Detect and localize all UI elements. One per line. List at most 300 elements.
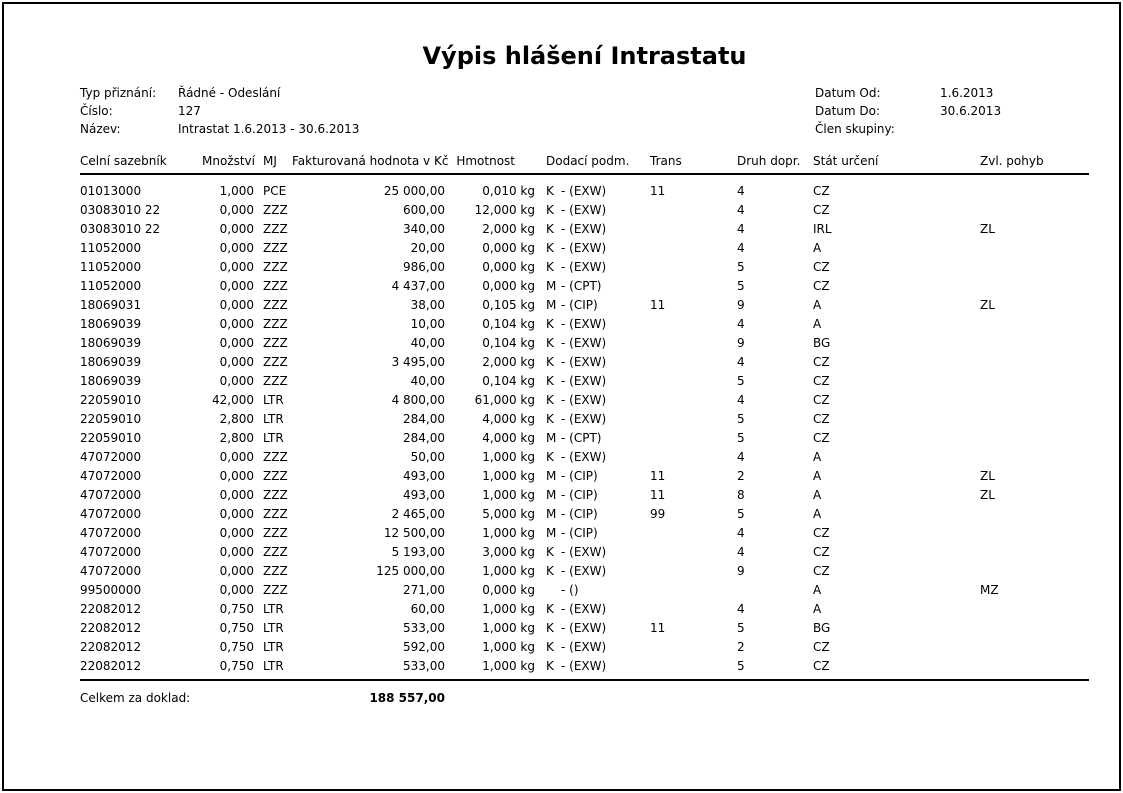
cell-mnozstvi: 0,000 [219, 583, 254, 597]
cell-celni-sazebnik: 03083010 22 [80, 203, 161, 217]
cell-celni-sazebnik: 22082012 [80, 640, 142, 654]
cell-dodaci-podm: M - (CPT) [535, 429, 625, 448]
total-label: Celkem za doklad: [80, 691, 191, 705]
cell-hmotnost: 1,000 kg [482, 469, 535, 483]
cell-celni-sazebnik: 47072000 [80, 545, 142, 559]
cell-hmotnost: 0,000 kg [482, 279, 535, 293]
cell-celni-sazebnik: 22082012 [80, 621, 142, 635]
dodaci-podm-letter: K [546, 260, 554, 274]
cell-dodaci-podm: K - (EXW) [535, 182, 625, 201]
total-row [80, 679, 1089, 719]
cell-mj: ZZZ [263, 374, 288, 388]
cell-druh-dopr: 2 [737, 640, 745, 654]
cell-mnozstvi: 0,000 [219, 469, 254, 483]
cell-dodaci-podm: K - (EXW) [535, 258, 625, 277]
cell-dodaci-podm: M - (CIP) [535, 505, 625, 524]
total-value: 188 557,00 [369, 691, 445, 705]
table-header [80, 154, 1089, 175]
table-row [80, 600, 1089, 619]
meta-label: Název: [80, 122, 121, 136]
cell-celni-sazebnik: 22082012 [80, 602, 142, 616]
cell-stat-urceni: A [813, 317, 822, 331]
cell-druh-dopr: 5 [737, 507, 745, 521]
col-header-mnozstvi: Množství [202, 154, 255, 168]
cell-mnozstvi: 0,000 [219, 203, 254, 217]
cell-druh-dopr: 5 [737, 279, 745, 293]
cell-mj: ZZZ [263, 545, 288, 559]
cell-stat-urceni: A [813, 241, 822, 255]
cell-dodaci-podm: K - (EXW) [535, 353, 625, 372]
cell-hmotnost: 4,000 kg [482, 431, 535, 445]
cell-mnozstvi: 0,000 [219, 279, 254, 293]
cell-mj: LTR [263, 640, 284, 654]
cell-mj: ZZZ [263, 469, 288, 483]
cell-mj: LTR [263, 659, 284, 673]
cell-celni-sazebnik: 99500000 [80, 583, 142, 597]
dodaci-podm-letter: K [546, 450, 554, 464]
table-row [80, 657, 1089, 676]
cell-dodaci-podm: M - (CIP) [535, 296, 625, 315]
meta-value: Řádné - Odeslání [178, 86, 281, 100]
cell-hmotnost: 0,104 kg [482, 317, 535, 331]
cell-fakturovana-hodnota: 284,00 [403, 412, 445, 426]
cell-druh-dopr: 5 [737, 431, 745, 445]
cell-dodaci-podm: K - (EXW) [535, 410, 625, 429]
cell-mj: LTR [263, 412, 284, 426]
meta-row-datum-do [815, 102, 1001, 120]
cell-stat-urceni: CZ [813, 431, 830, 445]
cell-druh-dopr: 5 [737, 659, 745, 673]
cell-celni-sazebnik: 18069039 [80, 374, 142, 388]
cell-druh-dopr: 4 [737, 241, 745, 255]
cell-fakturovana-hodnota: 284,00 [403, 431, 445, 445]
cell-mnozstvi: 0,000 [219, 355, 254, 369]
table-row [80, 296, 1089, 315]
cell-stat-urceni: A [813, 469, 822, 483]
col-header-dodaci-podm: Dodací podm. [546, 154, 630, 168]
cell-mnozstvi: 42,000 [212, 393, 254, 407]
cell-stat-urceni: A [813, 450, 822, 464]
cell-mj: ZZZ [263, 526, 288, 540]
cell-dodaci-podm: K - (EXW) [535, 315, 625, 334]
cell-hmotnost: 3,000 kg [482, 545, 535, 559]
cell-stat-urceni: CZ [813, 526, 830, 540]
cell-stat-urceni: CZ [813, 374, 830, 388]
cell-hmotnost: 1,000 kg [482, 564, 535, 578]
cell-mj: LTR [263, 393, 284, 407]
cell-hmotnost: 0,104 kg [482, 336, 535, 350]
cell-celni-sazebnik: 11052000 [80, 241, 142, 255]
cell-mj: ZZZ [263, 336, 288, 350]
col-header-mj: MJ [263, 154, 277, 168]
cell-mnozstvi: 1,000 [219, 184, 254, 198]
cell-mnozstvi: 0,000 [219, 507, 254, 521]
dodaci-podm-letter: K [546, 374, 554, 388]
cell-mj: ZZZ [263, 279, 288, 293]
meta-label: Datum Do: [815, 104, 881, 118]
dodaci-podm-letter: K [546, 355, 554, 369]
cell-hmotnost: 5,000 kg [482, 507, 535, 521]
cell-zvl-pohyb: MZ [980, 583, 999, 597]
col-header-trans: Trans [650, 154, 682, 168]
table-row [80, 315, 1089, 334]
dodaci-podm-letter: K [546, 412, 554, 426]
cell-hmotnost: 4,000 kg [482, 412, 535, 426]
report-page [2, 2, 1121, 791]
cell-dodaci-podm: M - (CIP) [535, 467, 625, 486]
cell-mj: ZZZ [263, 317, 288, 331]
cell-hmotnost: 0,105 kg [482, 298, 535, 312]
table-row [80, 448, 1089, 467]
table-row [80, 581, 1089, 600]
cell-stat-urceni: CZ [813, 545, 830, 559]
cell-mj: LTR [263, 602, 284, 616]
cell-mnozstvi: 0,000 [219, 298, 254, 312]
cell-fakturovana-hodnota: 3 495,00 [391, 355, 445, 369]
cell-fakturovana-hodnota: 12 500,00 [383, 526, 445, 540]
dodaci-podm-letter: M [546, 526, 557, 540]
table-row [80, 486, 1089, 505]
cell-fakturovana-hodnota: 986,00 [403, 260, 445, 274]
col-header-fakturovana-hodnota: Fakturovaná hodnota v Kč [292, 154, 449, 168]
cell-stat-urceni: A [813, 488, 822, 502]
cell-hmotnost: 1,000 kg [482, 450, 535, 464]
cell-druh-dopr: 4 [737, 355, 745, 369]
cell-hmotnost: 1,000 kg [482, 526, 535, 540]
cell-celni-sazebnik: 47072000 [80, 526, 142, 540]
cell-stat-urceni: BG [813, 621, 831, 635]
cell-fakturovana-hodnota: 40,00 [410, 336, 445, 350]
cell-zvl-pohyb: ZL [980, 469, 995, 483]
cell-dodaci-podm: M - (CPT) [535, 277, 625, 296]
cell-druh-dopr: 2 [737, 469, 745, 483]
cell-druh-dopr: 9 [737, 336, 745, 350]
cell-trans: 11 [650, 621, 666, 635]
cell-dodaci-podm: K - (EXW) [535, 543, 625, 562]
cell-dodaci-podm: K - (EXW) [535, 562, 625, 581]
cell-celni-sazebnik: 47072000 [80, 469, 142, 483]
table-row [80, 562, 1089, 581]
cell-mnozstvi: 0,750 [219, 659, 254, 673]
cell-celni-sazebnik: 18069039 [80, 317, 142, 331]
cell-celni-sazebnik: 11052000 [80, 279, 142, 293]
cell-stat-urceni: CZ [813, 279, 830, 293]
cell-celni-sazebnik: 47072000 [80, 488, 142, 502]
cell-fakturovana-hodnota: 2 465,00 [391, 507, 445, 521]
cell-trans: 99 [650, 507, 666, 521]
cell-druh-dopr: 9 [737, 564, 745, 578]
cell-zvl-pohyb: ZL [980, 298, 995, 312]
table-row [80, 524, 1089, 543]
cell-stat-urceni: CZ [813, 260, 830, 274]
meta-right-block [815, 84, 1001, 138]
col-header-stat-urceni: Stát určení [813, 154, 879, 168]
cell-mnozstvi: 0,000 [219, 374, 254, 388]
cell-mj: ZZZ [263, 203, 288, 217]
cell-mnozstvi: 0,000 [219, 450, 254, 464]
cell-mj: LTR [263, 431, 284, 445]
cell-mnozstvi: 0,750 [219, 602, 254, 616]
cell-celni-sazebnik: 22059010 [80, 393, 142, 407]
cell-stat-urceni: CZ [813, 659, 830, 673]
dodaci-podm-letter: K [546, 222, 554, 236]
dodaci-podm-letter: M [546, 507, 557, 521]
cell-fakturovana-hodnota: 533,00 [403, 621, 445, 635]
cell-celni-sazebnik: 11052000 [80, 260, 142, 274]
cell-fakturovana-hodnota: 38,00 [410, 298, 445, 312]
cell-celni-sazebnik: 22059010 [80, 431, 142, 445]
cell-fakturovana-hodnota: 40,00 [410, 374, 445, 388]
cell-dodaci-podm: - () [561, 583, 579, 597]
cell-hmotnost: 61,000 kg [474, 393, 535, 407]
cell-zvl-pohyb: ZL [980, 222, 995, 236]
dodaci-podm-letter: K [546, 241, 554, 255]
cell-druh-dopr: 4 [737, 222, 745, 236]
cell-hmotnost: 0,010 kg [482, 184, 535, 198]
cell-celni-sazebnik: 47072000 [80, 507, 142, 521]
cell-fakturovana-hodnota: 493,00 [403, 488, 445, 502]
cell-hmotnost: 1,000 kg [482, 640, 535, 654]
cell-fakturovana-hodnota: 10,00 [410, 317, 445, 331]
cell-fakturovana-hodnota: 592,00 [403, 640, 445, 654]
meta-label: Typ přiznání: [80, 86, 157, 100]
meta-value: 30.6.2013 [940, 104, 1002, 118]
report-meta [80, 84, 1089, 138]
cell-druh-dopr: 5 [737, 374, 745, 388]
cell-dodaci-podm: K - (EXW) [535, 220, 625, 239]
cell-hmotnost: 12,000 kg [474, 203, 535, 217]
cell-druh-dopr: 4 [737, 545, 745, 559]
cell-hmotnost: 2,000 kg [482, 222, 535, 236]
dodaci-podm-letter: K [546, 659, 554, 673]
col-header-zvl-pohyb: Zvl. pohyb [980, 154, 1044, 168]
cell-celni-sazebnik: 22059010 [80, 412, 142, 426]
cell-druh-dopr: 5 [737, 412, 745, 426]
dodaci-podm-letter: K [546, 336, 554, 350]
cell-mnozstvi: 0,000 [219, 545, 254, 559]
cell-dodaci-podm: K - (EXW) [535, 619, 625, 638]
cell-celni-sazebnik: 47072000 [80, 450, 142, 464]
cell-celni-sazebnik: 18069031 [80, 298, 142, 312]
cell-celni-sazebnik: 18069039 [80, 336, 142, 350]
cell-trans: 11 [650, 298, 666, 312]
cell-dodaci-podm: K - (EXW) [535, 448, 625, 467]
cell-druh-dopr: 9 [737, 298, 745, 312]
cell-fakturovana-hodnota: 493,00 [403, 469, 445, 483]
table-row [80, 429, 1089, 448]
cell-mj: PCE [263, 184, 287, 198]
cell-stat-urceni: CZ [813, 203, 830, 217]
dodaci-podm-letter: K [546, 317, 554, 331]
cell-hmotnost: 0,000 kg [482, 583, 535, 597]
cell-dodaci-podm: K - (EXW) [535, 239, 625, 258]
table-row [80, 220, 1089, 239]
cell-dodaci-podm: K - (EXW) [535, 391, 625, 410]
cell-stat-urceni: A [813, 583, 822, 597]
cell-mnozstvi: 0,750 [219, 640, 254, 654]
table-row [80, 182, 1089, 201]
table-row [80, 258, 1089, 277]
cell-stat-urceni: CZ [813, 393, 830, 407]
cell-fakturovana-hodnota: 60,00 [410, 602, 445, 616]
table-row [80, 638, 1089, 657]
cell-mj: ZZZ [263, 222, 288, 236]
cell-dodaci-podm: K - (EXW) [535, 334, 625, 353]
cell-hmotnost: 2,000 kg [482, 355, 535, 369]
cell-druh-dopr: 4 [737, 317, 745, 331]
table-body [80, 182, 1089, 676]
cell-mnozstvi: 0,750 [219, 621, 254, 635]
cell-celni-sazebnik: 18069039 [80, 355, 142, 369]
cell-fakturovana-hodnota: 125 000,00 [376, 564, 445, 578]
cell-mnozstvi: 0,000 [219, 260, 254, 274]
cell-stat-urceni: CZ [813, 184, 830, 198]
cell-fakturovana-hodnota: 50,00 [410, 450, 445, 464]
page-title: Výpis hlášení Intrastatu [422, 42, 747, 70]
cell-mnozstvi: 0,000 [219, 488, 254, 502]
cell-druh-dopr: 4 [737, 203, 745, 217]
cell-druh-dopr: 8 [737, 488, 745, 502]
cell-mnozstvi: 0,000 [219, 336, 254, 350]
cell-mj: LTR [263, 621, 284, 635]
table-row [80, 619, 1089, 638]
cell-stat-urceni: CZ [813, 412, 830, 426]
cell-trans: 11 [650, 469, 666, 483]
cell-mnozstvi: 0,000 [219, 526, 254, 540]
cell-mnozstvi: 2,800 [219, 412, 254, 426]
table-row [80, 410, 1089, 429]
table-row [80, 334, 1089, 353]
cell-hmotnost: 1,000 kg [482, 602, 535, 616]
dodaci-podm-letter: K [546, 393, 554, 407]
cell-fakturovana-hodnota: 600,00 [403, 203, 445, 217]
cell-mj: ZZZ [263, 298, 288, 312]
cell-mnozstvi: 0,000 [219, 222, 254, 236]
cell-druh-dopr: 5 [737, 260, 745, 274]
cell-hmotnost: 0,000 kg [482, 241, 535, 255]
dodaci-podm-letter: K [546, 184, 554, 198]
meta-label: Člen skupiny: [815, 122, 895, 136]
cell-druh-dopr: 4 [737, 450, 745, 464]
dodaci-podm-letter: K [546, 640, 554, 654]
cell-mj: ZZZ [263, 507, 288, 521]
cell-dodaci-podm: M - (CIP) [535, 486, 625, 505]
cell-stat-urceni: CZ [813, 355, 830, 369]
cell-mj: ZZZ [263, 260, 288, 274]
cell-druh-dopr: 5 [737, 621, 745, 635]
table-row [80, 239, 1089, 258]
meta-label: Datum Od: [815, 86, 881, 100]
cell-trans: 11 [650, 184, 666, 198]
meta-label: Číslo: [80, 104, 113, 118]
dodaci-podm-letter: K [546, 203, 554, 217]
cell-zvl-pohyb: ZL [980, 488, 995, 502]
cell-mj: ZZZ [263, 355, 288, 369]
cell-druh-dopr: 4 [737, 393, 745, 407]
col-header-celni-sazebnik: Celní sazebník [80, 154, 167, 168]
table-row [80, 467, 1089, 486]
cell-fakturovana-hodnota: 20,00 [410, 241, 445, 255]
meta-value: 1.6.2013 [940, 86, 994, 100]
dodaci-podm-letter: K [546, 545, 554, 559]
cell-stat-urceni: IRL [813, 222, 832, 236]
cell-stat-urceni: CZ [813, 640, 830, 654]
table-row [80, 505, 1089, 524]
cell-hmotnost: 1,000 kg [482, 621, 535, 635]
cell-hmotnost: 1,000 kg [482, 488, 535, 502]
cell-dodaci-podm: K - (EXW) [535, 657, 625, 676]
cell-hmotnost: 0,000 kg [482, 260, 535, 274]
dodaci-podm-letter: M [546, 431, 557, 445]
cell-dodaci-podm: K - (EXW) [535, 600, 625, 619]
cell-fakturovana-hodnota: 25 000,00 [383, 184, 445, 198]
dodaci-podm-letter: M [546, 279, 557, 293]
cell-trans: 11 [650, 488, 666, 502]
table-row [80, 372, 1089, 391]
cell-celni-sazebnik: 01013000 [80, 184, 142, 198]
cell-mj: ZZZ [263, 564, 288, 578]
dodaci-podm-letter: M [546, 298, 557, 312]
table-row [80, 391, 1089, 410]
cell-dodaci-podm: M - (CIP) [535, 524, 625, 543]
cell-mj: ZZZ [263, 450, 288, 464]
cell-hmotnost: 0,104 kg [482, 374, 535, 388]
cell-stat-urceni: A [813, 602, 822, 616]
cell-fakturovana-hodnota: 4 437,00 [391, 279, 445, 293]
cell-dodaci-podm: K - (EXW) [535, 372, 625, 391]
meta-row-datum-od [815, 84, 1001, 102]
cell-stat-urceni: A [813, 298, 822, 312]
cell-celni-sazebnik: 22082012 [80, 659, 142, 673]
cell-fakturovana-hodnota: 340,00 [403, 222, 445, 236]
cell-hmotnost: 1,000 kg [482, 659, 535, 673]
cell-dodaci-podm: K - (EXW) [535, 638, 625, 657]
cell-dodaci-podm: K - (EXW) [535, 201, 625, 220]
dodaci-podm-letter: M [546, 488, 557, 502]
cell-stat-urceni: BG [813, 336, 831, 350]
cell-druh-dopr: 4 [737, 184, 745, 198]
table-row [80, 201, 1089, 220]
cell-fakturovana-hodnota: 5 193,00 [391, 545, 445, 559]
cell-celni-sazebnik: 03083010 22 [80, 222, 161, 236]
dodaci-podm-letter: M [546, 469, 557, 483]
col-header-druh-dopr: Druh dopr. [737, 154, 801, 168]
table-row [80, 277, 1089, 296]
cell-celni-sazebnik: 47072000 [80, 564, 142, 578]
cell-druh-dopr: 4 [737, 526, 745, 540]
cell-druh-dopr: 4 [737, 602, 745, 616]
cell-stat-urceni: CZ [813, 564, 830, 578]
meta-value: 127 [178, 104, 201, 118]
cell-mnozstvi: 2,800 [219, 431, 254, 445]
cell-fakturovana-hodnota: 533,00 [403, 659, 445, 673]
cell-mj: ZZZ [263, 241, 288, 255]
cell-stat-urceni: A [813, 507, 822, 521]
cell-mnozstvi: 0,000 [219, 317, 254, 331]
cell-mj: ZZZ [263, 583, 288, 597]
col-header-hmotnost: Hmotnost [456, 154, 515, 168]
dodaci-podm-letter: K [546, 602, 554, 616]
dodaci-podm-letter: K [546, 621, 554, 635]
table-row [80, 353, 1089, 372]
cell-mnozstvi: 0,000 [219, 564, 254, 578]
dodaci-podm-letter: K [546, 564, 554, 578]
cell-fakturovana-hodnota: 4 800,00 [391, 393, 445, 407]
meta-row-clen-skupiny [815, 120, 1001, 138]
meta-value: Intrastat 1.6.2013 - 30.6.2013 [178, 122, 360, 136]
cell-mnozstvi: 0,000 [219, 241, 254, 255]
cell-mj: ZZZ [263, 488, 288, 502]
